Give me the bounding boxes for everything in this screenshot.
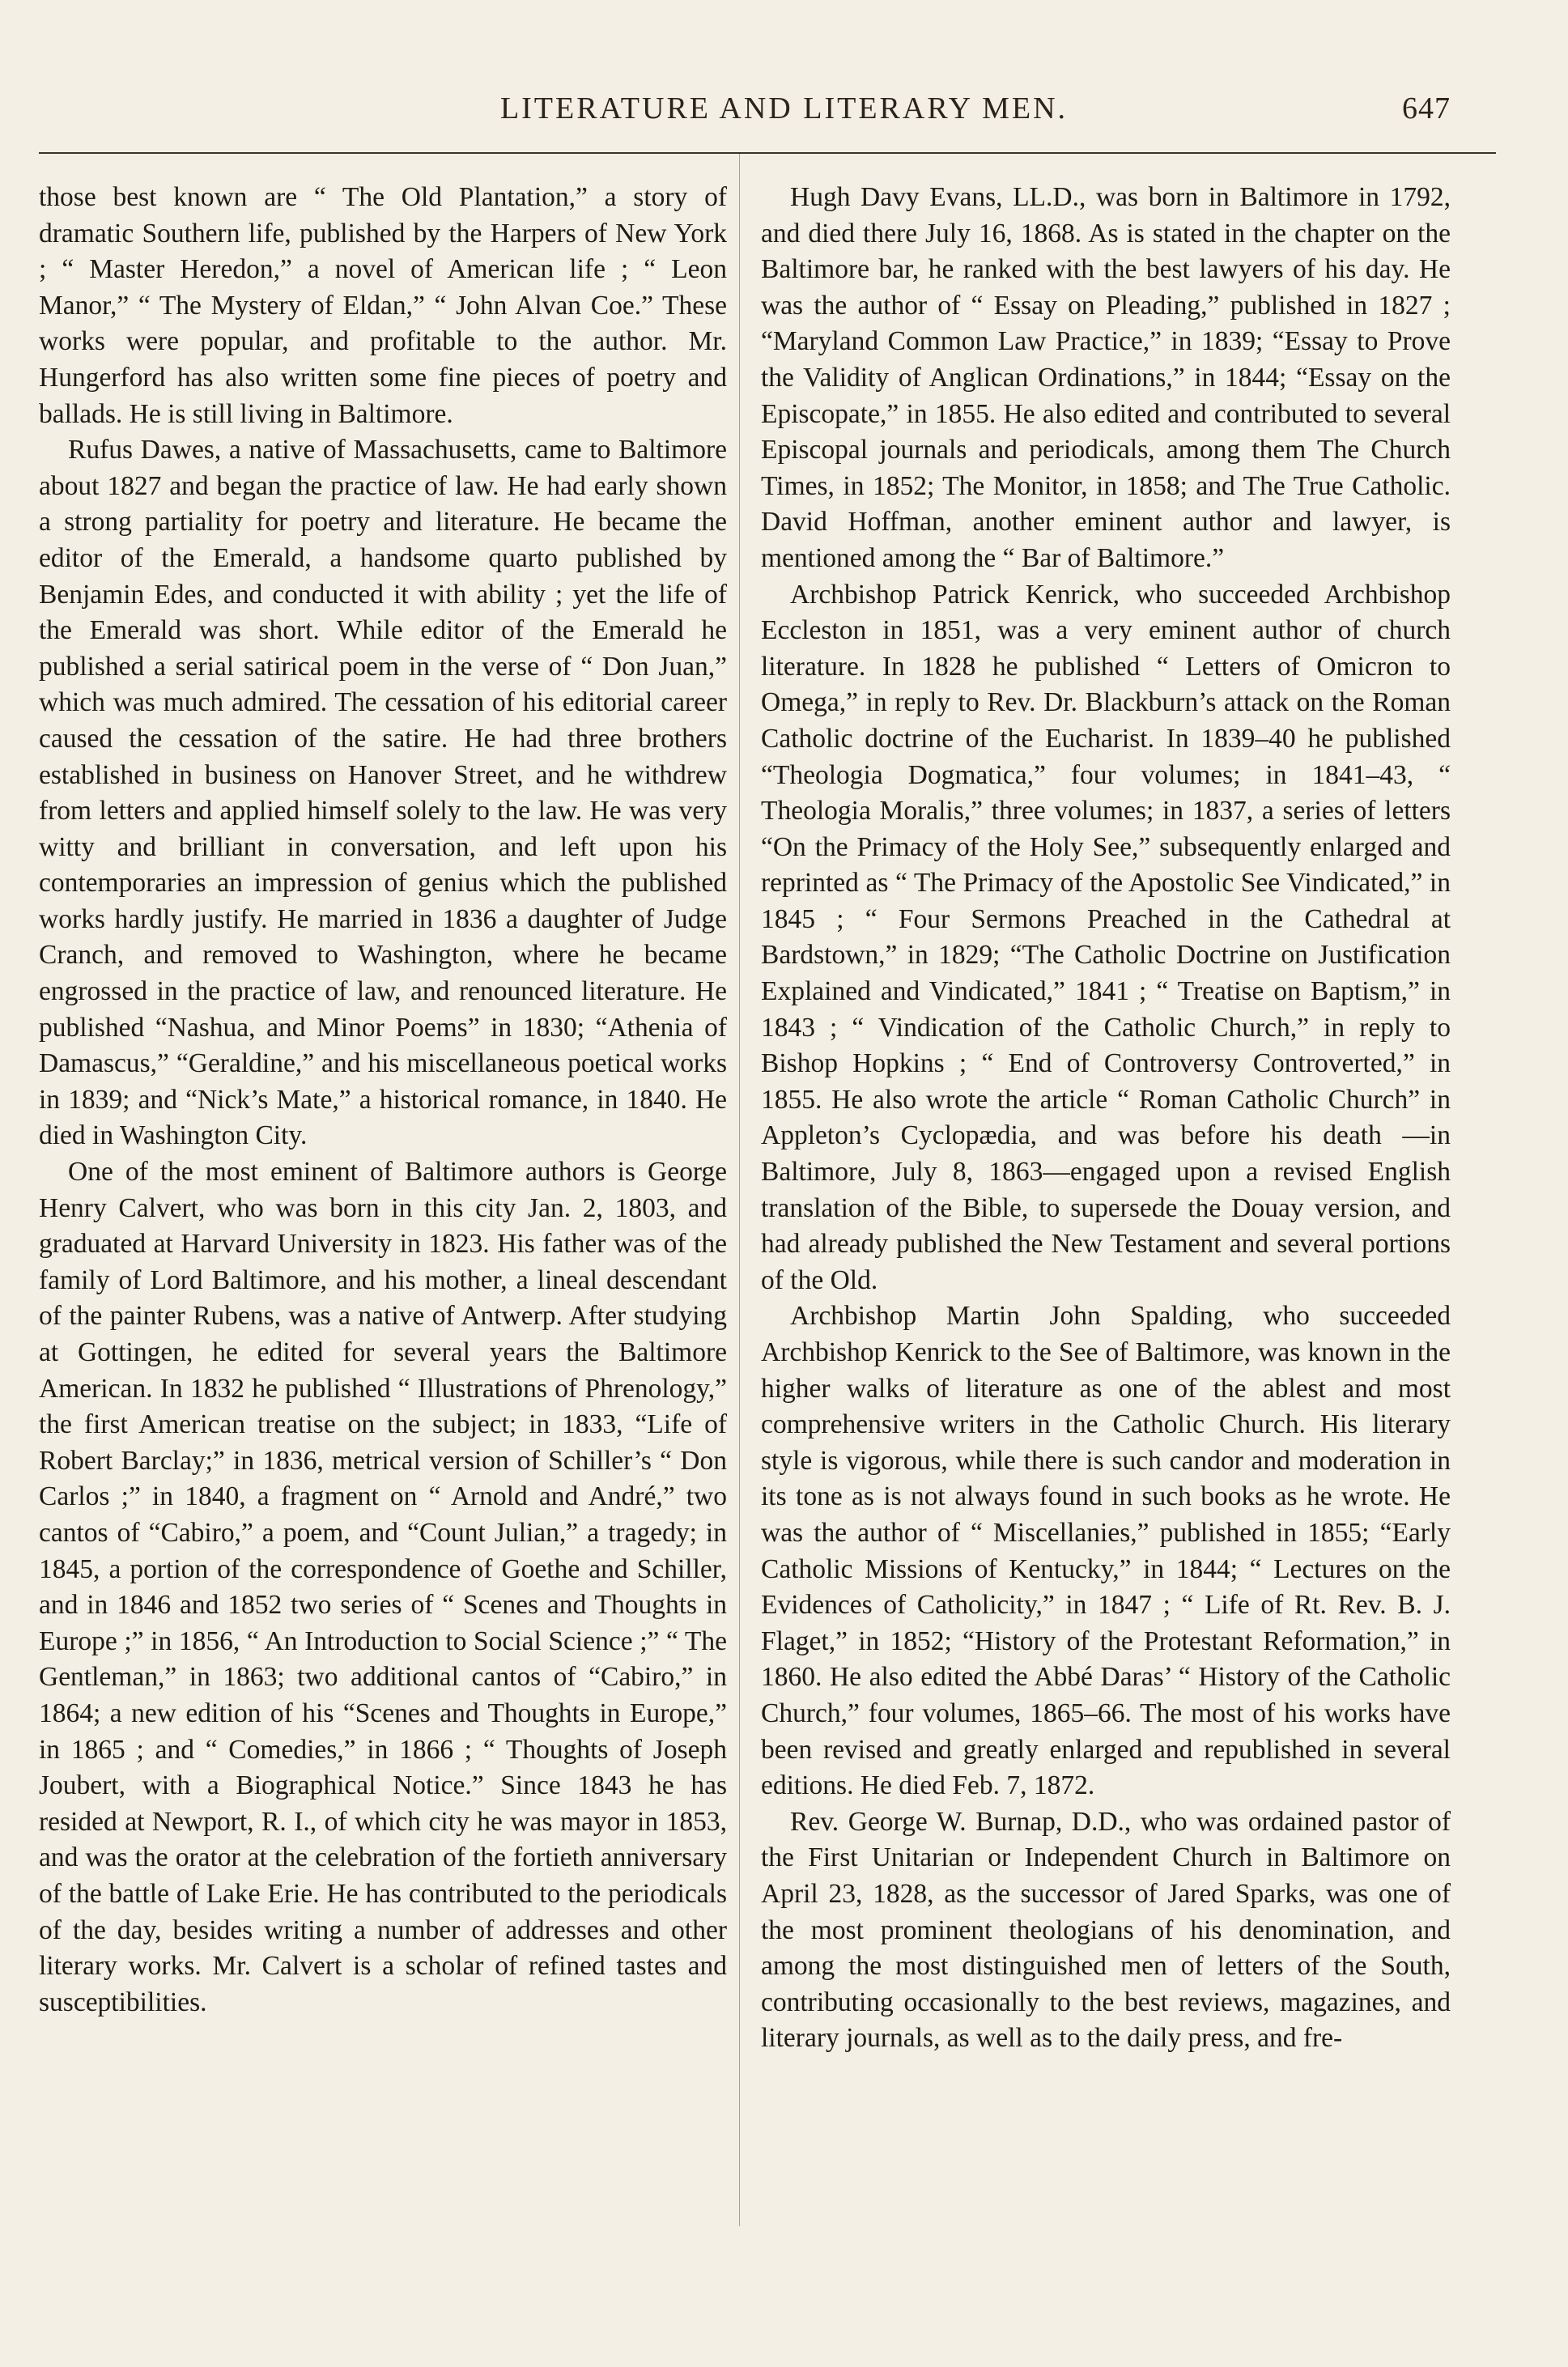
paragraph: Rev. George W. Burnap, D.D., who was ordained pastor of the First Unitarian or Independent Church in Baltimore on April 23, 1828, as the successor of Jared Sparks, was one of the most prominent theologians of his denomination, and among the most distinguished men of letters of the South, contributing occasionally to the best reviews, magazines, and literary journals, as well as to the daily press, and fre- [761,1806,1451,2054]
paragraph: Hugh Davy Evans, LL.D., was born in Baltimore in 1792, and died there July 16, 1868. As is stated in the chapter on the Baltimore bar, he ranked with the best lawyers of his day. He was the author of “ Essay on Pleading,” published in 1827 ; “Maryland Common Law Practice,” in 1839; “Essay to Prove the Validity of Anglican Ordinations,” in 1844; “Essay on the Episcopate,” in 1855. He also edited and contributed to several Episcopal journals and periodicals, among them The Church Times, in 1852; The Monitor, in 1858; and The True Catholic. David Hoffman, another eminent author and lawyer, is mentioned among the “ Bar of Baltimore.” [761,182,1451,573]
paragraph: Archbishop Martin John Spalding, who succeeded Archbishop Kenrick to the See of Baltimore, was known in the higher walks of literature as one of the ablest and most comprehensive writers in the Catholic Church. His literary style is vigorous, while there is such candor and moderation in its tone as is not always found in such books as he wrote. He was the author of “ Miscellanies,” published in 1855; “Early Catholic Missions of Kentucky,” in 1844; “ Lectures on the Evidences of Catholicity,” in 1847 ; “ Life of Rt. Rev. B. J. Flaget,” in 1852; “History of the Protestant Reformation,” in 1860. He also edited the Abbé Daras’ “ History of the Catholic Church,” four volumes, 1865–66. The most of his works have been revised and greatly enlarged and republished in several editions. He died Feb. 7, 1872. [761,1301,1451,1801]
running-head [0,91,1568,131]
running-title: LITERATURE AND LITERARY MEN. [499,91,1069,125]
left-column [39,180,727,2021]
right-column [761,180,1451,2057]
header-rule [39,152,1496,154]
paragraph: Archbishop Patrick Kenrick, who succeeded Archbishop Eccleston in 1851, was a very eminent author of church literature. In 1828 he published “ Letters of Omicron to Omega,” in reply to Rev. Dr. Blackburn’s attack on the Roman Catholic doctrine of the Eucharist. In 1839–40 he published “Theologia Dogmatica,” four volumes; in 1841–43, “ Theologia Moralis,” three volumes; in 1837, a series of letters “On the Primacy of the Holy See,” subsequently enlarged and reprinted as “ The Primacy of the Apostolic See Vindicated,” in 1845 ; “ Four Sermons Preached in the Cathedral at Bardstown,” in 1829; “The Catholic Doctrine on Justification Explained and Vindicated,” 1841 ; “ Treatise on Baptism,” in 1843 ; “ Vindication of the Catholic Church,” in reply to Bishop Hopkins ; “ End of Controversy Controverted,” in 1855. He also wrote the article “ Roman Catholic Church” in Appleton’s Cyclopædia, and was before his death —in Baltimore, July 8, 1863—engaged upon a revised English translation of the Bible, to supersede the Douay version, and had already published the New Testament and several portions of the Old. [761,579,1451,1295]
column-divider [739,154,740,2226]
paragraph: those best known are “ The Old Plantation,” a story of dramatic Southern life, published by the Harpers of New York ; “ Master Heredon,” a novel of American life ; “ Leon Manor,” “ The Mystery of Eldan,” “ John Alvan Coe.” These works were popular, and profitable to the author. Mr. Hungerford has also written some fine pieces of poetry and ballads. He is still living in Baltimore. [39,182,727,429]
page-number: 647 [1402,91,1451,125]
paragraph: One of the most eminent of Baltimore authors is George Henry Calvert, who was born in this city Jan. 2, 1803, and graduated at Harvard University in 1823. His father was of the family of Lord Baltimore, and his mother, a lineal descendant of the painter Rubens, was a native of Antwerp. After studying at Gottingen, he edited for several years the Baltimore American. In 1832 he published “ Illustrations of Phrenology,” the first American treatise on the subject; in 1833, “Life of Robert Barclay;” in 1836, metrical version of Schiller’s “ Don Carlos ;” in 1840, a fragment on “ Arnold and André,” two cantos of “Cabiro,” a poem, and “Count Julian,” a tragedy; in 1845, a portion of the correspondence of Goethe and Schiller, and in 1846 and 1852 two series of “ Scenes and Thoughts in Europe ;” in 1856, “ An Introduction to Social Science ;” “ The Gentleman,” in 1863; two additional cantos of “Cabiro,” in 1864; a new edition of his “Scenes and Thoughts in Europe,” in 1865 ; and “ Comedies,” in 1866 ; “ Thoughts of Joseph Joubert, with a Biographical Notice.” Since 1843 he has resided at Newport, R. I., of which city he was mayor in 1853, and was the orator at the celebration of the fortieth anniversary of the battle of Lake Erie. He has contributed to the periodicals of the day, besides writing a number of addresses and other literary works. Mr. Calvert is a scholar of refined tastes and susceptibilities. [39,1157,727,2017]
paragraph: Rufus Dawes, a native of Massachusetts, came to Baltimore about 1827 and began the practice of law. He had early shown a strong partiality for poetry and literature. He became the editor of the Emerald, a handsome quarto published by Benjamin Edes, and conducted it with ability ; yet the life of the Emerald was short. While editor of the Emerald he published a serial satirical poem in the verse of “ Don Juan,” which was much admired. The cessation of his editorial career caused the cessation of the satire. He had three brothers established in business on Hanover Street, and he withdrew from letters and applied himself solely to the law. He was very witty and brilliant in conversation, and left upon his contemporaries an impression of genius which the published works hardly justify. He married in 1836 a daughter of Judge Cranch, and removed to Washington, where he became engrossed in the practice of law, and renounced literature. He published “Nashua, and Minor Poems” in 1830; “Athenia of Damascus,” “Geraldine,” and his miscellaneous poetical works in 1839; and “Nick’s Mate,” a historical romance, in 1840. He died in Washington City. [39,435,727,1151]
